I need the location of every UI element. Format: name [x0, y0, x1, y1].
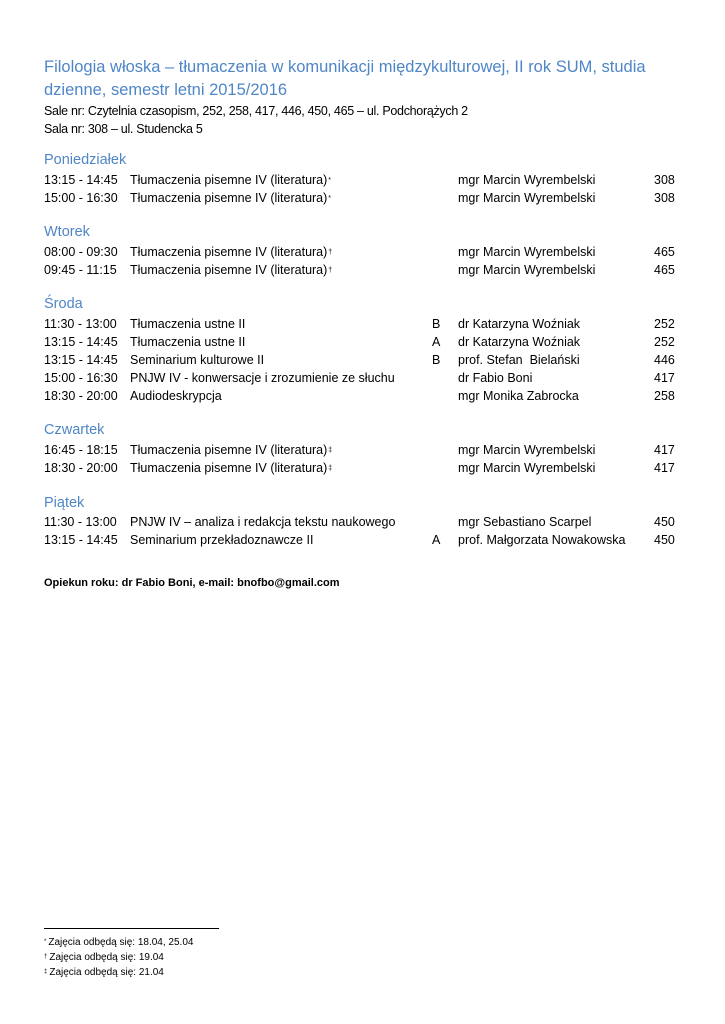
- schedule-row: [0, 351, 725, 369]
- class-time: 15:00 - 16:30: [44, 371, 118, 385]
- subject-text: Tłumaczenia pisemne IV (literatura): [130, 245, 328, 259]
- page-title: Filologia włoska – tłumaczenia w komunikacji międzykulturowej, II rok SUM, studia dzienne, semestr letni 2015/2016: [44, 58, 646, 99]
- class-subject: Audiodeskrypcja: [130, 389, 222, 403]
- class-teacher: mgr Marcin Wyrembelski: [458, 263, 596, 277]
- class-time: 15:00 - 16:30: [44, 191, 118, 205]
- footnote-text: Zajęcia odbędą się: 21.04: [49, 967, 164, 978]
- class-teacher: mgr Marcin Wyrembelski: [458, 461, 596, 475]
- subject-text: Tłumaczenia pisemne IV (literatura): [130, 191, 328, 205]
- class-subject: PNJW IV - konwersacje i zrozumienie ze słuchu: [130, 371, 395, 385]
- footnote-ref-mark: ‡: [328, 447, 333, 454]
- class-group: A: [432, 533, 441, 547]
- schedule-row: [0, 387, 725, 405]
- footnote-separator: [44, 928, 219, 929]
- day-heading-monday: Poniedziałek: [44, 152, 127, 168]
- class-time: 08:00 - 09:30: [44, 245, 118, 259]
- class-room: 252: [654, 317, 675, 331]
- class-subject: Seminarium kulturowe II: [130, 353, 265, 367]
- class-room: 446: [654, 353, 675, 367]
- class-teacher: dr Katarzyna Woźniak: [458, 335, 581, 349]
- footnote-mark: ‡: [44, 969, 48, 975]
- subject-text: Tłumaczenia pisemne IV (literatura): [130, 443, 328, 457]
- class-group: B: [432, 353, 441, 367]
- day-heading-wednesday: Środa: [44, 296, 83, 312]
- class-teacher: mgr Monika Zabrocka: [458, 389, 579, 403]
- footnote-ref-mark: ‡: [328, 465, 333, 472]
- class-room: 308: [654, 173, 675, 187]
- class-room: 252: [654, 335, 675, 349]
- class-time: 11:30 - 13:00: [44, 317, 117, 331]
- class-room: 465: [654, 245, 675, 259]
- class-subject: [130, 261, 332, 282]
- schedule-row: [0, 171, 725, 189]
- class-time: 09:45 - 11:15: [44, 263, 117, 277]
- footnote-mark: †: [44, 954, 48, 960]
- rooms-info-line-1: Sale nr: Czytelnia czasopism, 252, 258, 417, 446, 450, 465 – ul. Podchorążych 2: [44, 104, 468, 118]
- class-subject: Tłumaczenia ustne II: [130, 335, 246, 349]
- footnote-ref-mark: †: [328, 267, 333, 274]
- class-teacher: dr Fabio Boni: [458, 371, 533, 385]
- class-time: 18:30 - 20:00: [44, 461, 118, 475]
- class-room: 258: [654, 389, 675, 403]
- class-subject: PNJW IV – analiza i redakcja tekstu naukowego: [130, 515, 396, 529]
- footnote-ref-mark: †: [328, 249, 333, 256]
- class-teacher: prof. Małgorzata Nowakowska: [458, 533, 626, 547]
- day-heading-thursday: Czwartek: [44, 422, 105, 438]
- class-room: 417: [654, 443, 675, 457]
- class-subject: [130, 189, 331, 210]
- footnote-1: [44, 936, 193, 951]
- class-time: 13:15 - 14:45: [44, 173, 118, 187]
- class-teacher: mgr Marcin Wyrembelski: [458, 443, 596, 457]
- footnote-ref-mark: *: [328, 177, 332, 184]
- day-heading-tuesday: Wtorek: [44, 224, 90, 240]
- class-teacher: mgr Marcin Wyrembelski: [458, 245, 596, 259]
- class-room: 450: [654, 533, 675, 547]
- class-time: 13:15 - 14:45: [44, 353, 118, 367]
- class-teacher: mgr Marcin Wyrembelski: [458, 191, 596, 205]
- class-room: 417: [654, 461, 675, 475]
- rooms-info-line-2: Sala nr: 308 – ul. Studencka 5: [44, 122, 203, 136]
- schedule-row: [0, 243, 725, 261]
- schedule-row: [0, 369, 725, 387]
- footnote-3: [44, 966, 164, 981]
- footnote-mark: *: [44, 939, 47, 945]
- class-time: 11:30 - 13:00: [44, 515, 117, 529]
- class-subject: [130, 459, 332, 480]
- footnote-ref-mark: *: [328, 195, 332, 202]
- class-time: 18:30 - 20:00: [44, 389, 118, 403]
- class-subject: Tłumaczenia ustne II: [130, 317, 246, 331]
- schedule-row: [0, 531, 725, 549]
- class-teacher: dr Katarzyna Woźniak: [458, 317, 581, 331]
- class-group: A: [432, 335, 441, 349]
- subject-text: Tłumaczenia pisemne IV (literatura): [130, 263, 328, 277]
- schedule-row: [0, 315, 725, 333]
- footnote-2: [44, 951, 164, 966]
- class-teacher: mgr Sebastiano Scarpel: [458, 515, 592, 529]
- class-group: B: [432, 317, 441, 331]
- class-room: 465: [654, 263, 675, 277]
- class-time: 13:15 - 14:45: [44, 533, 118, 547]
- day-heading-friday: Piątek: [44, 495, 85, 511]
- schedule-row: [0, 513, 725, 531]
- class-room: 417: [654, 371, 675, 385]
- schedule-row: [0, 189, 725, 207]
- year-tutor-contact: Opiekun roku: dr Fabio Boni, e-mail: bnofbo@gmail.com: [44, 577, 340, 589]
- class-teacher: prof. Stefan Bielański: [458, 353, 580, 367]
- class-teacher: mgr Marcin Wyrembelski: [458, 173, 596, 187]
- footnote-text: Zajęcia odbędą się: 19.04: [49, 952, 164, 963]
- subject-text: Tłumaczenia pisemne IV (literatura): [130, 173, 328, 187]
- schedule-row: [0, 261, 725, 279]
- class-room: 450: [654, 515, 675, 529]
- schedule-row: [0, 459, 725, 477]
- class-subject: Seminarium przekładoznawcze II: [130, 533, 314, 547]
- subject-text: Tłumaczenia pisemne IV (literatura): [130, 461, 328, 475]
- footnote-text: Zajęcia odbędą się: 18.04, 25.04: [48, 937, 194, 948]
- schedule-row: [0, 441, 725, 459]
- class-room: 308: [654, 191, 675, 205]
- class-time: 13:15 - 14:45: [44, 335, 118, 349]
- schedule-row: [0, 333, 725, 351]
- class-time: 16:45 - 18:15: [44, 443, 118, 457]
